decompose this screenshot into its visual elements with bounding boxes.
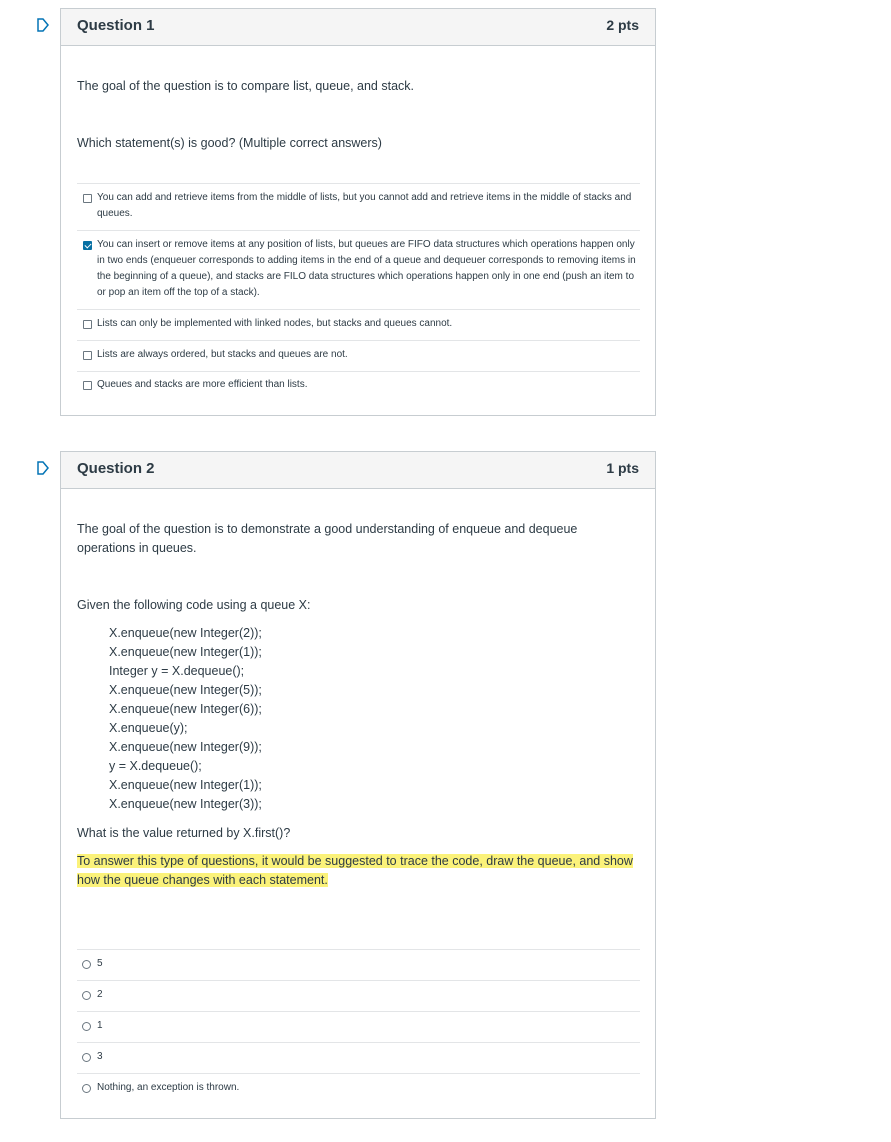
answer-label: 2 bbox=[97, 989, 103, 1000]
radio-button[interactable] bbox=[82, 1084, 91, 1093]
code-line: X.enqueue(new Integer(1)); bbox=[109, 778, 262, 792]
question-text: What is the value returned by X.first()? bbox=[77, 826, 291, 840]
code-line: X.enqueue(new Integer(6)); bbox=[109, 702, 262, 716]
answer-label: 3 bbox=[97, 1051, 103, 1062]
flag-question-icon[interactable] bbox=[36, 18, 50, 32]
code-line: y = X.dequeue(); bbox=[109, 759, 202, 773]
answer-option[interactable] bbox=[77, 231, 640, 310]
answer-option[interactable] bbox=[77, 341, 640, 372]
checkbox-checked[interactable] bbox=[83, 241, 92, 250]
answer-label: You can insert or remove items at any position of lists, but queues are FIFO data structures which operations happen only in two ends (enqueuer corresponds to adding items in the end of a queue and dequeuer corresponds to removing items in the beginning of a queue), and stacks are FILO data structures which operations happen only in one end (push an item to or pop an item off the top of a stack). bbox=[97, 239, 636, 298]
answer-label: Lists can only be implemented with linked nodes, but stacks and queues cannot. bbox=[97, 318, 453, 329]
question-header bbox=[61, 452, 655, 489]
answer-label: Nothing, an exception is thrown. bbox=[97, 1082, 240, 1093]
answer-option[interactable] bbox=[77, 1012, 640, 1043]
code-line: X.enqueue(new Integer(9)); bbox=[109, 740, 262, 754]
flag-question-icon[interactable] bbox=[36, 461, 50, 475]
checkbox[interactable] bbox=[83, 320, 92, 329]
highlighted-hint: To answer this type of questions, it would be suggested to trace the code, draw the queue, and show how the queue changes with each statement. bbox=[77, 854, 633, 887]
code-line: X.enqueue(new Integer(2)); bbox=[109, 626, 262, 640]
code-line: X.enqueue(new Integer(3)); bbox=[109, 797, 262, 811]
code-line: X.enqueue(new Integer(1)); bbox=[109, 645, 262, 659]
checkbox[interactable] bbox=[83, 381, 92, 390]
question-2-card bbox=[60, 451, 656, 1119]
answer-label: 1 bbox=[97, 1020, 103, 1031]
answer-label: You can add and retrieve items from the middle of lists, but you cannot add and retrieve items in the middle of stacks and queues. bbox=[97, 192, 632, 219]
question-title: Question 1 bbox=[77, 17, 155, 34]
answer-option[interactable] bbox=[77, 1043, 640, 1074]
question-prompt: Which statement(s) is good? (Multiple correct answers) bbox=[77, 136, 382, 150]
answer-label: Queues and stacks are more efficient than lists. bbox=[97, 379, 308, 390]
question-points: 2 pts bbox=[606, 17, 639, 33]
hint-text bbox=[77, 852, 641, 890]
radio-button[interactable] bbox=[82, 1053, 91, 1062]
question-title: Question 2 bbox=[77, 460, 155, 477]
answer-option[interactable] bbox=[77, 310, 640, 341]
answer-option[interactable] bbox=[77, 981, 640, 1012]
answer-list bbox=[77, 183, 640, 402]
answer-option[interactable] bbox=[77, 184, 640, 231]
radio-button[interactable] bbox=[82, 991, 91, 1000]
radio-button[interactable] bbox=[82, 1022, 91, 1031]
answer-list bbox=[77, 949, 640, 1104]
checkbox[interactable] bbox=[83, 351, 92, 360]
answer-label: 5 bbox=[97, 958, 103, 969]
code-line: X.enqueue(new Integer(5)); bbox=[109, 683, 262, 697]
answer-option[interactable] bbox=[77, 1074, 640, 1104]
radio-button[interactable] bbox=[82, 960, 91, 969]
question-points: 1 pts bbox=[606, 460, 639, 476]
question-header bbox=[61, 9, 655, 46]
question-prompt: Given the following code using a queue X: bbox=[77, 598, 311, 612]
checkbox[interactable] bbox=[83, 194, 92, 203]
answer-option[interactable] bbox=[77, 950, 640, 981]
question-intro: The goal of the question is to demonstrate a good understanding of enqueue and dequeue operations in queues. bbox=[77, 522, 578, 555]
code-block bbox=[109, 624, 262, 814]
code-line: Integer y = X.dequeue(); bbox=[109, 664, 245, 678]
code-line: X.enqueue(y); bbox=[109, 721, 188, 735]
question-1-card bbox=[60, 8, 656, 416]
answer-option[interactable] bbox=[77, 372, 640, 402]
question-intro: The goal of the question is to compare list, queue, and stack. bbox=[77, 79, 415, 93]
answer-label: Lists are always ordered, but stacks and queues are not. bbox=[97, 349, 348, 360]
